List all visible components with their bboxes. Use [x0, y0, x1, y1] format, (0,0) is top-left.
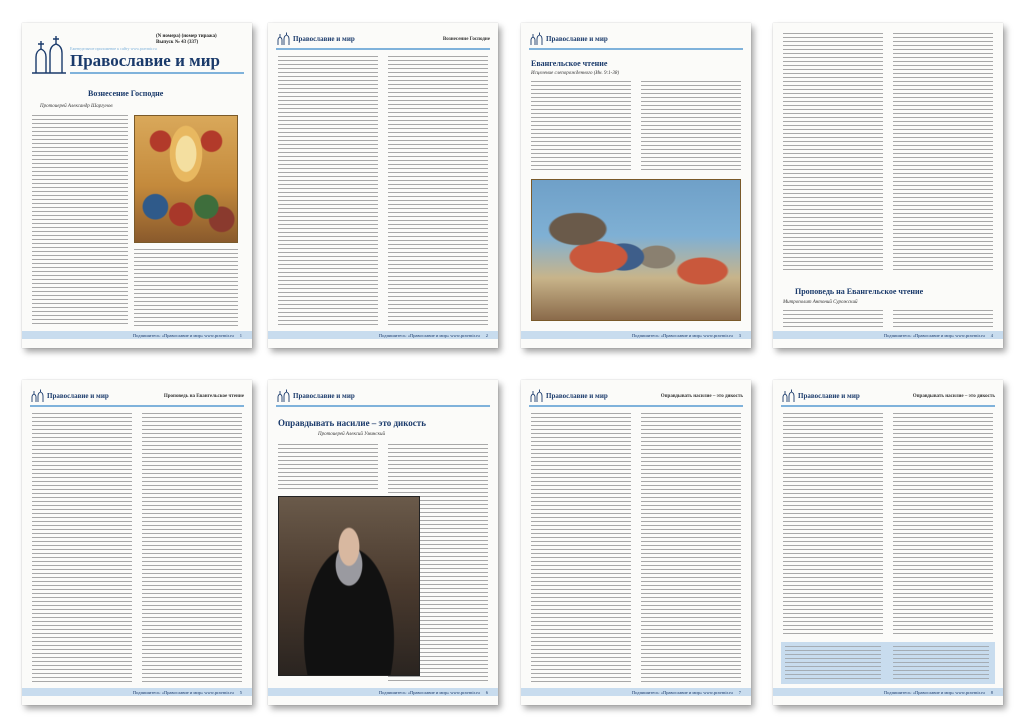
page-number: 5 — [239, 689, 242, 695]
page-footer — [773, 331, 1003, 339]
header-section: Проповедь на Евангельское чтение — [163, 393, 244, 399]
masthead-title: Православие и мир — [70, 51, 220, 70]
page-footer — [22, 688, 252, 696]
footer-text: Подпишитесь: «Православие и мир» www.pravmir.ru — [378, 689, 480, 695]
church-domes-logo-icon — [276, 32, 290, 46]
sermon-text-left — [783, 310, 883, 328]
page-header — [529, 389, 743, 403]
header-title: Православие и мир — [546, 35, 608, 43]
page-7 — [521, 380, 751, 705]
page-1 — [22, 23, 252, 348]
church-domes-logo-icon — [529, 32, 543, 46]
text-column-left — [783, 33, 883, 273]
priest-photo — [278, 496, 420, 676]
page-header — [781, 389, 995, 403]
text-column-right — [641, 81, 741, 173]
article-author-sermon: Митрополит Антоний Сурожский — [783, 300, 858, 305]
text-column-right — [893, 413, 993, 635]
page-3 — [521, 23, 751, 348]
text-column-left — [531, 81, 631, 173]
article-author-violence: Протоиерей Алексий Уминский — [318, 432, 385, 437]
gospel-reference: Исцеление слепорожденного (Ин. 9:1-38) — [531, 71, 620, 76]
imprint-text-right — [893, 646, 989, 680]
footer-text: Подпишитесь: «Православие и мир» www.pravmir.ru — [132, 332, 234, 338]
church-domes-logo-icon — [30, 35, 68, 75]
text-column-left — [32, 413, 132, 683]
header-title: Православие и мир — [47, 392, 109, 400]
page-2 — [268, 23, 498, 348]
footer-text: Подпишитесь: «Православие и мир» www.pravmir.ru — [631, 689, 733, 695]
header-section: Оправдывать насилие – это дикость — [912, 393, 995, 399]
header-rule — [276, 48, 490, 50]
text-column-right — [893, 33, 993, 273]
article-text-column-1 — [32, 115, 128, 326]
header-title: Православие и мир — [546, 392, 608, 400]
page-header — [529, 32, 743, 46]
footer-text: Подпишитесь: «Православие и мир» www.pravmir.ru — [378, 332, 480, 338]
footer-text: Подпишитесь: «Православие и мир» www.pravmir.ru — [883, 689, 985, 695]
issue-line-2: Выпуск № 43 (337) — [156, 40, 199, 45]
header-title: Православие и мир — [293, 35, 355, 43]
page-number: 7 — [738, 689, 741, 695]
header-title: Православие и мир — [798, 392, 860, 400]
masthead-rule — [70, 72, 244, 74]
article-text-column-2 — [134, 249, 238, 326]
page-footer — [521, 331, 751, 339]
page-number: 3 — [738, 332, 741, 338]
page-footer — [773, 688, 1003, 696]
footer-text: Подпишитесь: «Православие и мир» www.pravmir.ru — [883, 332, 985, 338]
footer-text: Подпишитесь: «Православие и мир» www.pravmir.ru — [132, 689, 234, 695]
page-header — [276, 389, 490, 403]
issue-line-1: (N номера) (номер тиража) — [156, 34, 217, 39]
page-5 — [22, 380, 252, 705]
article-title-gospel: Евангельское чтение — [531, 59, 608, 68]
lead-text-left — [278, 444, 378, 490]
header-rule — [529, 48, 743, 50]
header-title: Православие и мир — [293, 392, 355, 400]
text-column-left — [531, 413, 631, 683]
masthead — [30, 29, 244, 83]
page-4 — [773, 23, 1003, 348]
page-footer — [22, 331, 252, 339]
healing-fresco-image — [531, 179, 741, 321]
header-section: Оправдывать насилие – это дикость — [660, 393, 743, 399]
footer-text: Подпишитесь: «Православие и мир» www.pravmir.ru — [631, 332, 733, 338]
article-title-violence: Оправдывать насилие – это дикость — [278, 418, 426, 428]
article-title-ascension: Вознесение Господне — [88, 89, 164, 98]
header-rule — [30, 405, 244, 407]
page-number: 8 — [990, 689, 993, 695]
text-column-left — [278, 56, 378, 326]
article-title-sermon: Проповедь на Евангельское чтение — [795, 287, 924, 296]
imprint-box — [781, 642, 995, 684]
text-column-right — [142, 413, 242, 683]
page-footer — [521, 688, 751, 696]
page-6 — [268, 380, 498, 705]
page-header — [276, 32, 490, 46]
issue-info — [156, 34, 217, 46]
page-footer — [268, 331, 498, 339]
page-number: 2 — [485, 332, 488, 338]
ascension-icon-image — [134, 115, 238, 243]
header-rule — [276, 405, 490, 407]
text-column-right — [388, 56, 488, 326]
page-number: 4 — [990, 332, 993, 338]
text-column-right — [641, 413, 741, 683]
church-domes-logo-icon — [781, 389, 795, 403]
header-rule — [529, 405, 743, 407]
header-section: Вознесение Господне — [442, 36, 490, 42]
church-domes-logo-icon — [529, 389, 543, 403]
church-domes-logo-icon — [30, 389, 44, 403]
masthead-subtitle: Еженедельное приложение к сайту www.pravmir.ru — [70, 46, 157, 51]
imprint-text-left — [785, 646, 881, 680]
sermon-text-right — [893, 310, 993, 328]
article-author-ascension: Протоиерей Александр Шаргунов — [40, 104, 113, 109]
page-footer — [268, 688, 498, 696]
page-number: 1 — [239, 332, 242, 338]
header-rule — [781, 405, 995, 407]
text-column-left — [783, 413, 883, 635]
page-number: 6 — [485, 689, 488, 695]
page-8 — [773, 380, 1003, 705]
church-domes-logo-icon — [276, 389, 290, 403]
page-header — [30, 389, 244, 403]
